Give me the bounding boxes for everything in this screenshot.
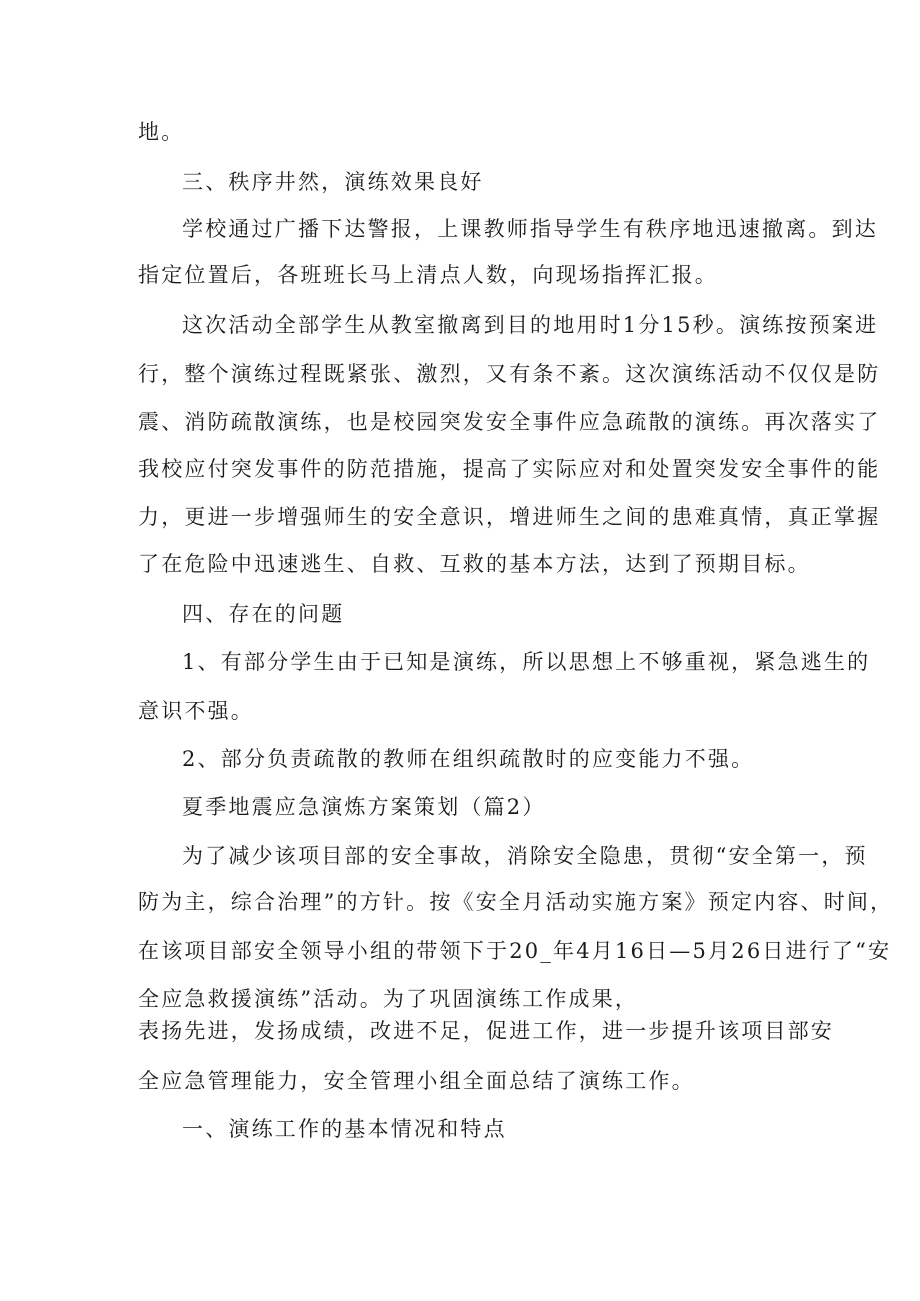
paragraph-line: 我校应付突发事件的防范措施，提高了实际应对和处置突发安全事件的能 xyxy=(138,457,881,481)
paragraph-line: 行，整个演练过程既紧张、激烈，又有条不紊。这次演练活动不仅仅是防 xyxy=(138,362,881,386)
section-heading: 三、秩序井然，演练效果良好 xyxy=(182,170,484,194)
paragraph-line: 意识不强。 xyxy=(138,699,254,723)
paragraph-line: 全应急救援演练”活动。为了巩固演练工作成果， xyxy=(138,987,639,1011)
section-heading: 四、存在的问题 xyxy=(182,602,345,626)
paragraph-line: 全应急管理能力，安全管理小组全面总结了演练工作。 xyxy=(138,1069,695,1093)
paragraph-line: 在该项目部安全领导小组的带领下于20_年4月16日—5月26日进行了“安 xyxy=(138,939,892,963)
paragraph-line: 指定位置后，各班班长马上清点人数，向现场指挥汇报。 xyxy=(138,263,718,287)
paragraph-line: 防为主，综合治理”的方针。按《安全月活动实施方案》预定内容、时间， xyxy=(138,890,894,914)
document-title: 夏季地震应急演炼方案策划（篇2） xyxy=(182,795,546,819)
paragraph-line: 2、部分负责疏散的教师在组织疏散时的应变能力不强。 xyxy=(182,747,755,771)
paragraph-line: 这次活动全部学生从教室撤离到目的地用时1分15秒。演练按预案进 xyxy=(182,313,879,337)
paragraph-line: 力，更进一步增强师生的安全意识，增进师生之间的患难真情，真正掌握 xyxy=(138,505,881,529)
paragraph-line: 表扬先进，发扬成绩，改进不足，促进工作，进一步提升该项目部安 xyxy=(138,1019,834,1043)
paragraph-line: 1、有部分学生由于已知是演练，所以思想上不够重视，紧急逃生的 xyxy=(182,650,871,674)
paragraph-line: 地。 xyxy=(138,120,185,144)
paragraph-line: 为了减少该项目部的安全事故，消除安全隐患，贯彻“安全第一，预 xyxy=(182,844,868,868)
paragraph-line: 了在危险中迅速逃生、自救、互救的基本方法，达到了预期目标。 xyxy=(138,552,811,576)
paragraph-line: 学校通过广播下达警报，上课教师指导学生有秩序地迅速撤离。到达 xyxy=(182,217,878,241)
paragraph-line: 震、消防疏散演练，也是校园突发安全事件应急疏散的演练。再次落实了 xyxy=(138,410,881,434)
section-heading: 一、演练工作的基本情况和特点 xyxy=(182,1117,507,1141)
